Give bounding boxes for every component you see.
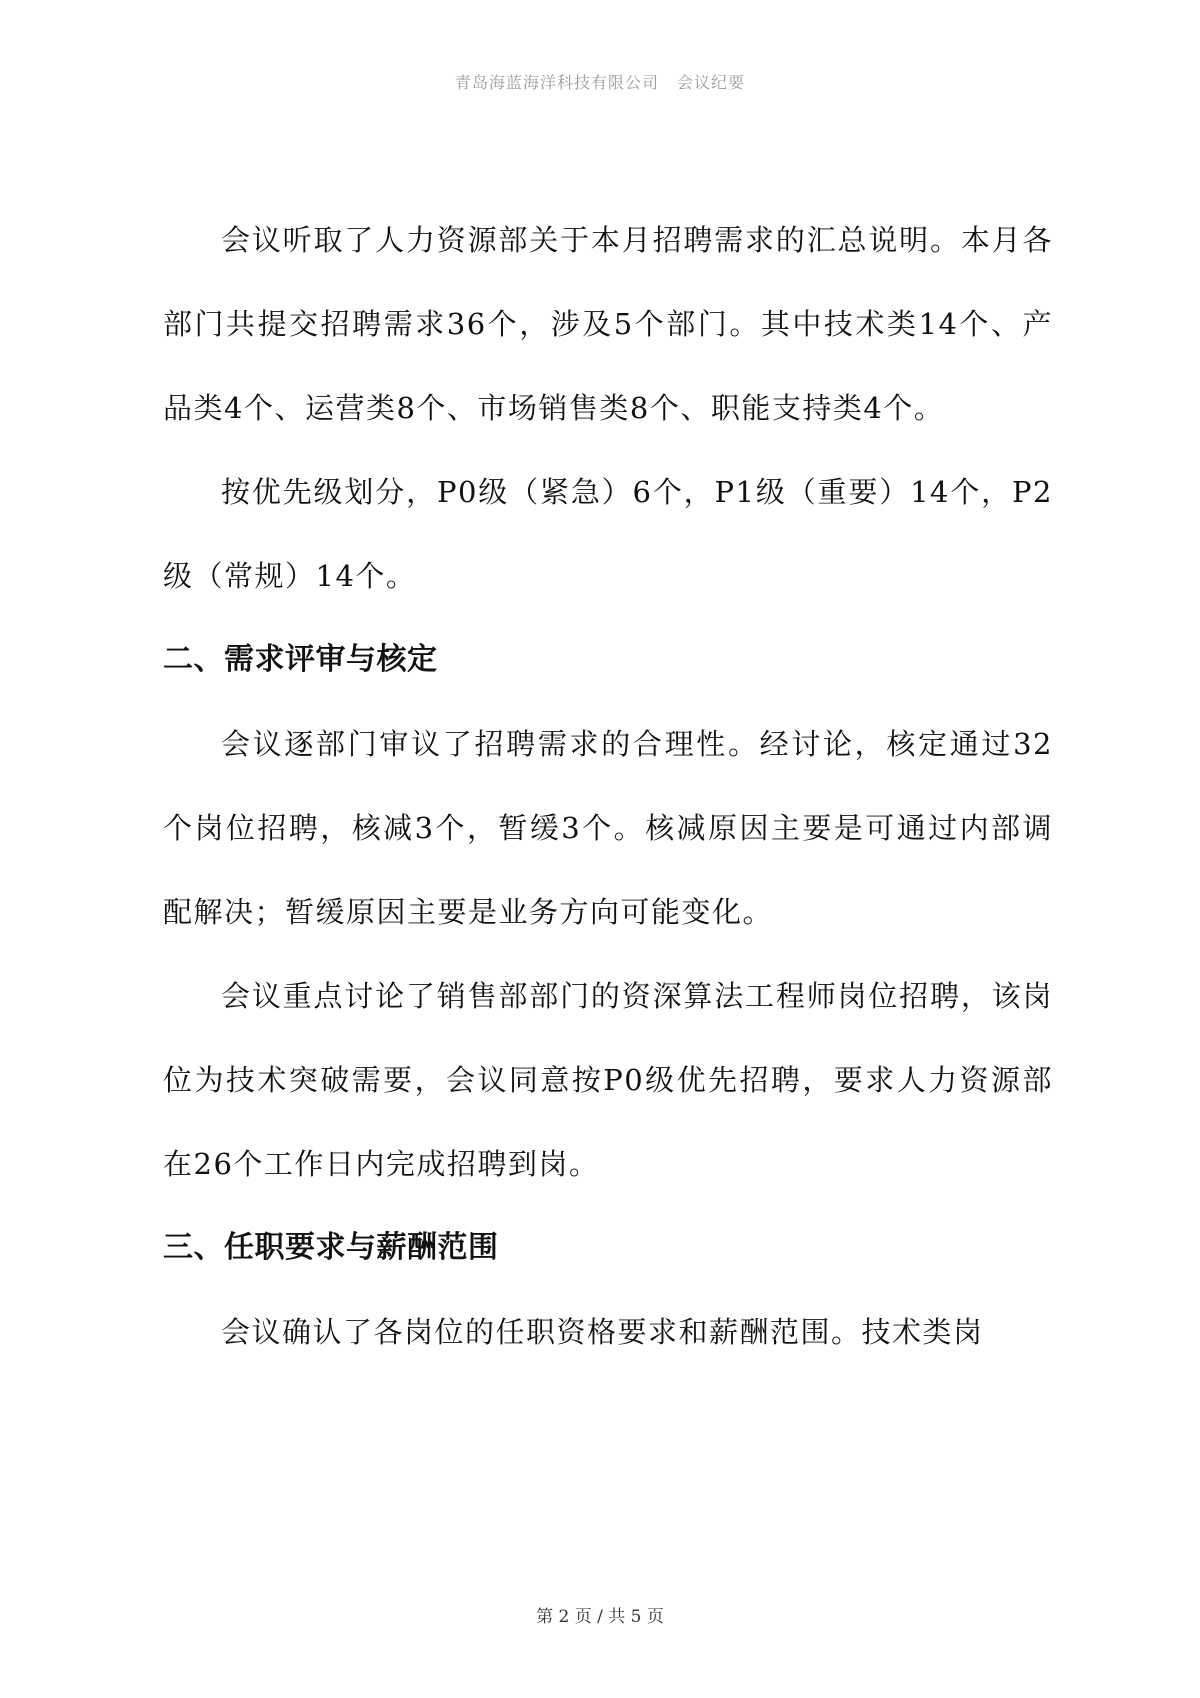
paragraph-key-position: 会议重点讨论了销售部部门的资深算法工程师岗位招聘，该岗位为技术突破需要，会议同意按P0级优先招聘，要求人力资源部在26个工作日内完成招聘到岗。 <box>163 979 1053 1181</box>
page-number: 第 2 页 / 共 5 页 <box>536 1607 664 1627</box>
section-heading-requirements: 三、任职要求与薪酬范围 <box>163 1230 499 1265</box>
section-heading-review: 二、需求评审与核定 <box>163 642 438 677</box>
document-type: 会议纪要 <box>677 73 746 92</box>
company-name: 青岛海蓝海洋科技有限公司 <box>454 73 659 92</box>
paragraph-recruitment-summary: 会议听取了人力资源部关于本月招聘需求的汇总说明。本月各部门共提交招聘需求36个，涉及5个部门。其中技术类14个、产品类4个、运营类8个、市场销售类8个、职能支持类4个。 <box>163 223 1053 425</box>
page-header <box>0 70 1200 93</box>
paragraph-priority-breakdown: 按优先级划分，P0级（紧急）6个，P1级（重要）14个，P2级（常规）14个。 <box>163 475 1053 593</box>
paragraph-review-result: 会议逐部门审议了招聘需求的合理性。经讨论，核定通过32个岗位招聘，核减3个，暂缓3个。核减原因主要是可通过内部调配解决；暂缓原因主要是业务方向可能变化。 <box>163 727 1053 929</box>
paragraph-requirements: 会议确认了各岗位的任职资格要求和薪酬范围。技术类岗 <box>221 1315 984 1349</box>
document-body <box>163 198 1053 1374</box>
